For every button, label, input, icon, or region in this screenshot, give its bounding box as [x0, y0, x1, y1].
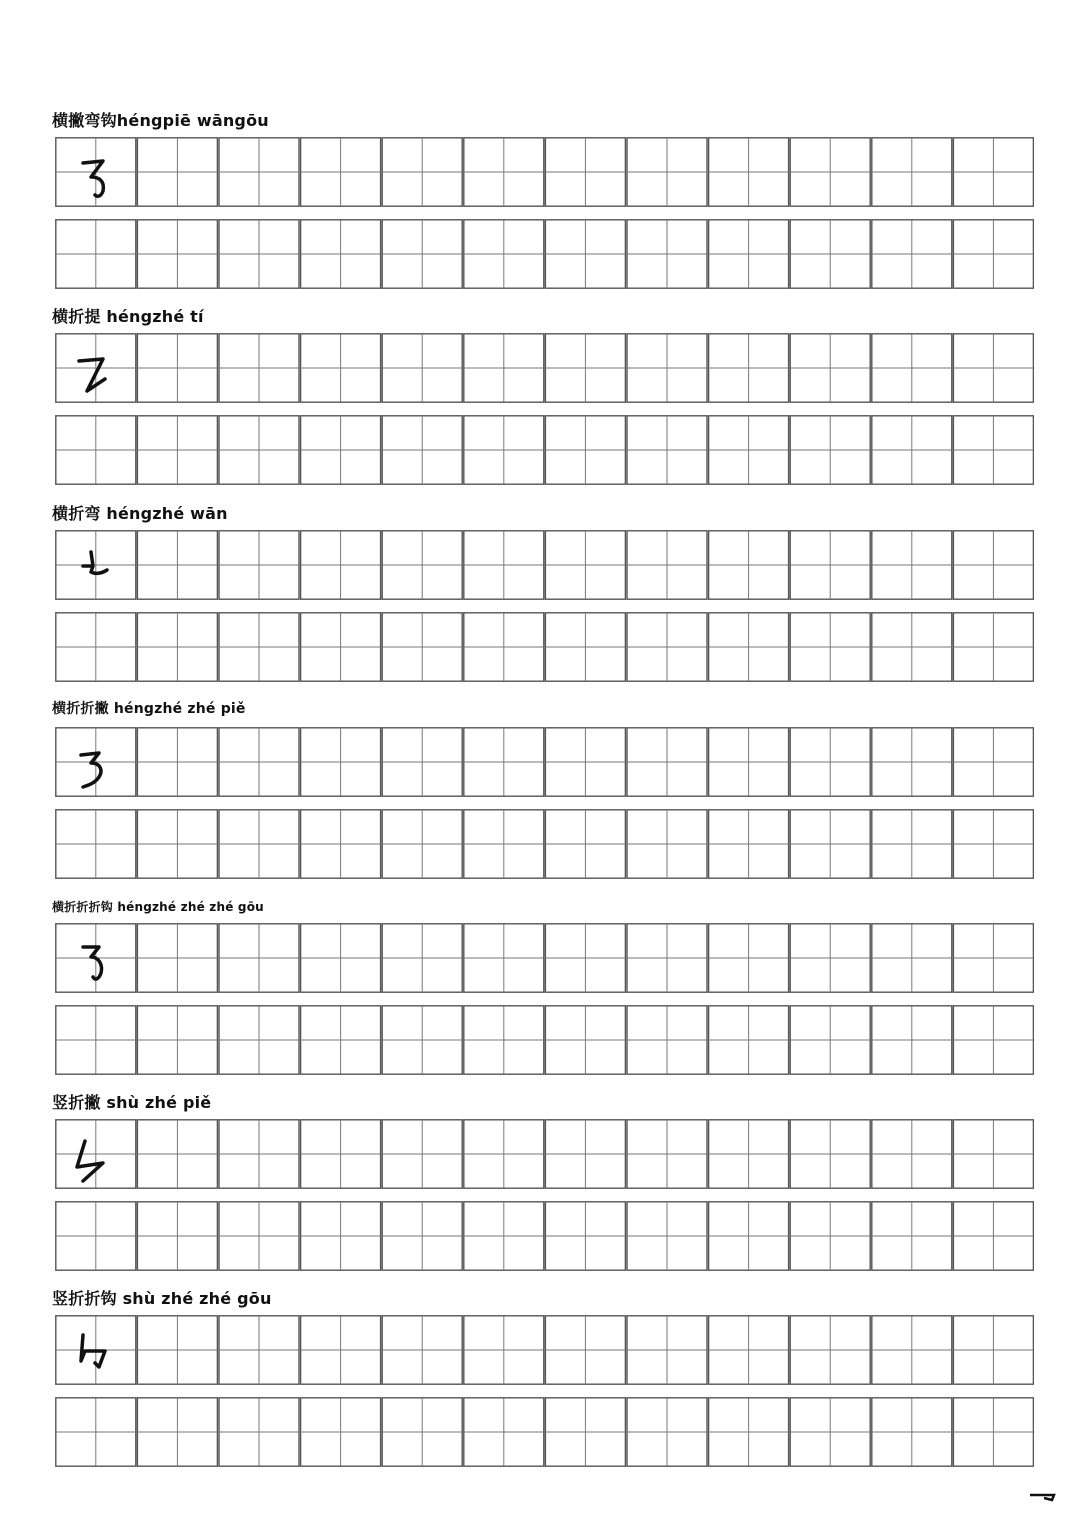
grid-lines	[55, 1397, 1034, 1467]
sample-stroke-glyph	[83, 552, 107, 573]
writing-grid-row	[55, 530, 1034, 600]
grid-lines	[55, 530, 1034, 600]
stroke-section	[0, 501, 1080, 681]
writing-grid-row	[55, 1315, 1034, 1385]
stroke-section	[0, 1286, 1080, 1466]
stroke-section	[0, 1090, 1080, 1270]
grid-lines	[55, 415, 1034, 485]
writing-grid-row	[55, 923, 1034, 993]
stroke-title: 横折折撇 héngzhé zhé piě	[52, 701, 246, 717]
stroke-title: 竖折折钩 shù zhé zhé gōu	[52, 1289, 272, 1308]
writing-grid-row	[55, 727, 1034, 797]
sample-stroke-glyph	[83, 161, 103, 196]
writing-grid-row	[55, 333, 1034, 403]
grid-lines	[55, 1201, 1034, 1271]
writing-grid-row	[55, 1201, 1034, 1271]
writing-grid-row	[55, 415, 1034, 485]
stroke-title: 横撇弯钩héngpiē wāngōu	[52, 111, 269, 130]
grid-lines	[55, 923, 1034, 993]
stroke-title: 竖折撇 shù zhé piě	[52, 1093, 212, 1112]
stroke-section	[0, 894, 1080, 1074]
grid-lines	[55, 333, 1034, 403]
stroke-title: 横折提 héngzhé tí	[52, 307, 204, 326]
grid-lines	[55, 1315, 1034, 1385]
sample-stroke-glyph	[81, 1335, 105, 1367]
stroke-title: 横折折折钩 héngzhé zhé zhé gōu	[52, 900, 264, 914]
grid-lines	[55, 137, 1034, 207]
stroke-section	[0, 304, 1080, 484]
sample-stroke-glyph	[79, 359, 105, 391]
writing-grid-row	[55, 1397, 1034, 1467]
grid-lines	[55, 1119, 1034, 1189]
grid-lines	[55, 1005, 1034, 1075]
writing-grid-row	[55, 1005, 1034, 1075]
writing-grid-row	[55, 219, 1034, 289]
stroke-title: 横折弯 héngzhé wān	[52, 504, 228, 523]
sample-stroke-glyph	[83, 947, 102, 979]
sample-stroke-glyph	[81, 753, 101, 787]
stroke-section	[0, 698, 1080, 878]
writing-grid-row	[55, 612, 1034, 682]
writing-grid-row	[55, 137, 1034, 207]
grid-lines	[55, 727, 1034, 797]
writing-grid-row	[55, 1119, 1034, 1189]
stroke-section	[0, 108, 1080, 288]
writing-grid-row	[55, 809, 1034, 879]
grid-lines	[55, 219, 1034, 289]
grid-lines	[55, 612, 1034, 682]
page-corner-mark	[1028, 1490, 1058, 1502]
sample-stroke-glyph	[77, 1141, 103, 1181]
grid-lines	[55, 809, 1034, 879]
